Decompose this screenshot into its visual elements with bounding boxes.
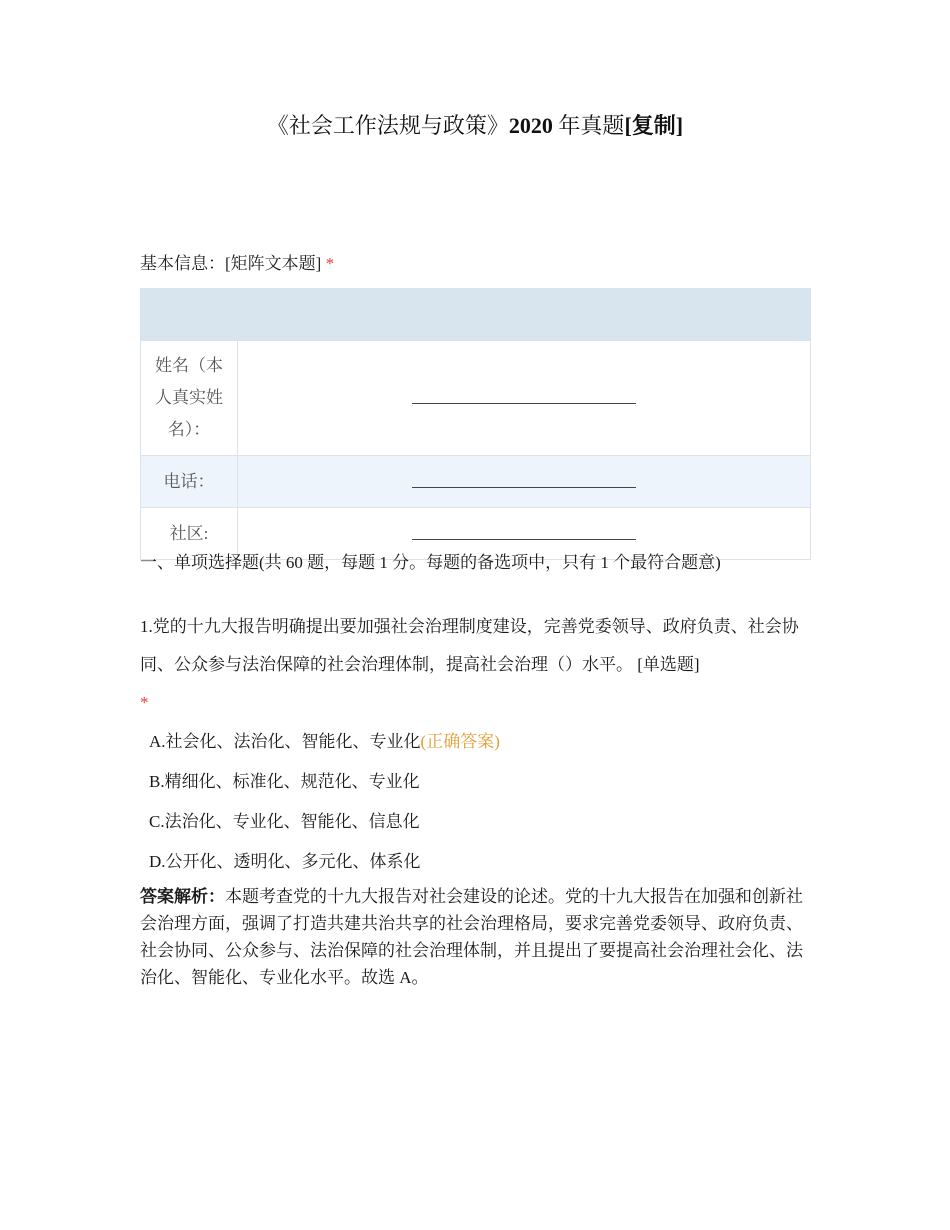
page-title [0,110,950,142]
question-1-text [140,608,812,722]
title-suffix: 年真题 [552,113,625,138]
matrix-row-phone [141,456,811,508]
analysis-label: 答案解析： [140,887,225,906]
option-d[interactable] [149,842,500,882]
community-label: 社区: [141,508,238,560]
name-label-line3: 名）： [167,420,211,439]
analysis-text: 本题考查党的十九大报告对社会建设的论述。党的十九大报告在加强和创新社会治理方面，强调了打造共建共治共享的社会治理格局，要求完善党委领导、政府负责、社会协同、公众参与、法治保障的社会治理体制，并且提出了要提高社会治理社会化、法治化、智能化、专业化水平。故选 A。 [140,887,803,987]
question-1-options [149,722,500,882]
title-copy-tag: [复制] [624,113,684,138]
matrix-header-input-cell [238,289,811,341]
option-d-text: D.公开化、透明化、多元化、体系化 [149,852,421,871]
basic-info-label-text: 基本信息：[矩阵文本题] [140,254,322,273]
option-c[interactable] [149,802,500,842]
required-star: * [325,254,335,273]
option-a-text: A.社会化、法治化、智能化、专业化 [149,732,421,751]
correct-answer-tag: (正确答案) [420,732,500,751]
answer-analysis [140,883,812,991]
name-input-cell[interactable] [238,341,811,456]
question-required-star: * [140,693,149,712]
option-b[interactable] [149,762,500,802]
matrix-row-name [141,341,811,456]
matrix-header-label-cell [141,289,238,341]
name-label-line1: 姓名（本 [155,356,223,375]
matrix-header-row [141,289,811,341]
basic-info-matrix [140,288,811,560]
basic-info-label [140,252,334,276]
name-input[interactable] [412,403,636,404]
phone-input-cell[interactable] [238,456,811,508]
name-label [141,341,238,456]
option-a[interactable] [149,722,500,762]
question-1-stem: 1.党的十九大报告明确提出要加强社会治理制度建设，完善党委领导、政府负责、社会协同、公众参与法治保障的社会治理体制，提高社会治理（）水平。 [单选题] [140,617,799,674]
name-label-line2: 人真实姓 [155,388,223,407]
part-heading: 一、单项选择题(共 60 题，每题 1 分。每题的备选项中，只有 1 个最符合题意) [140,553,721,572]
phone-label: 电话： [141,456,238,508]
title-year: 2020 [508,113,553,138]
phone-input[interactable] [412,487,636,488]
option-b-text: B.精细化、标准化、规范化、专业化 [149,772,420,791]
community-input[interactable] [412,539,636,540]
title-prefix: 《社会工作法规与政策》 [266,113,509,138]
option-c-text: C.法治化、专业化、智能化、信息化 [149,812,420,831]
